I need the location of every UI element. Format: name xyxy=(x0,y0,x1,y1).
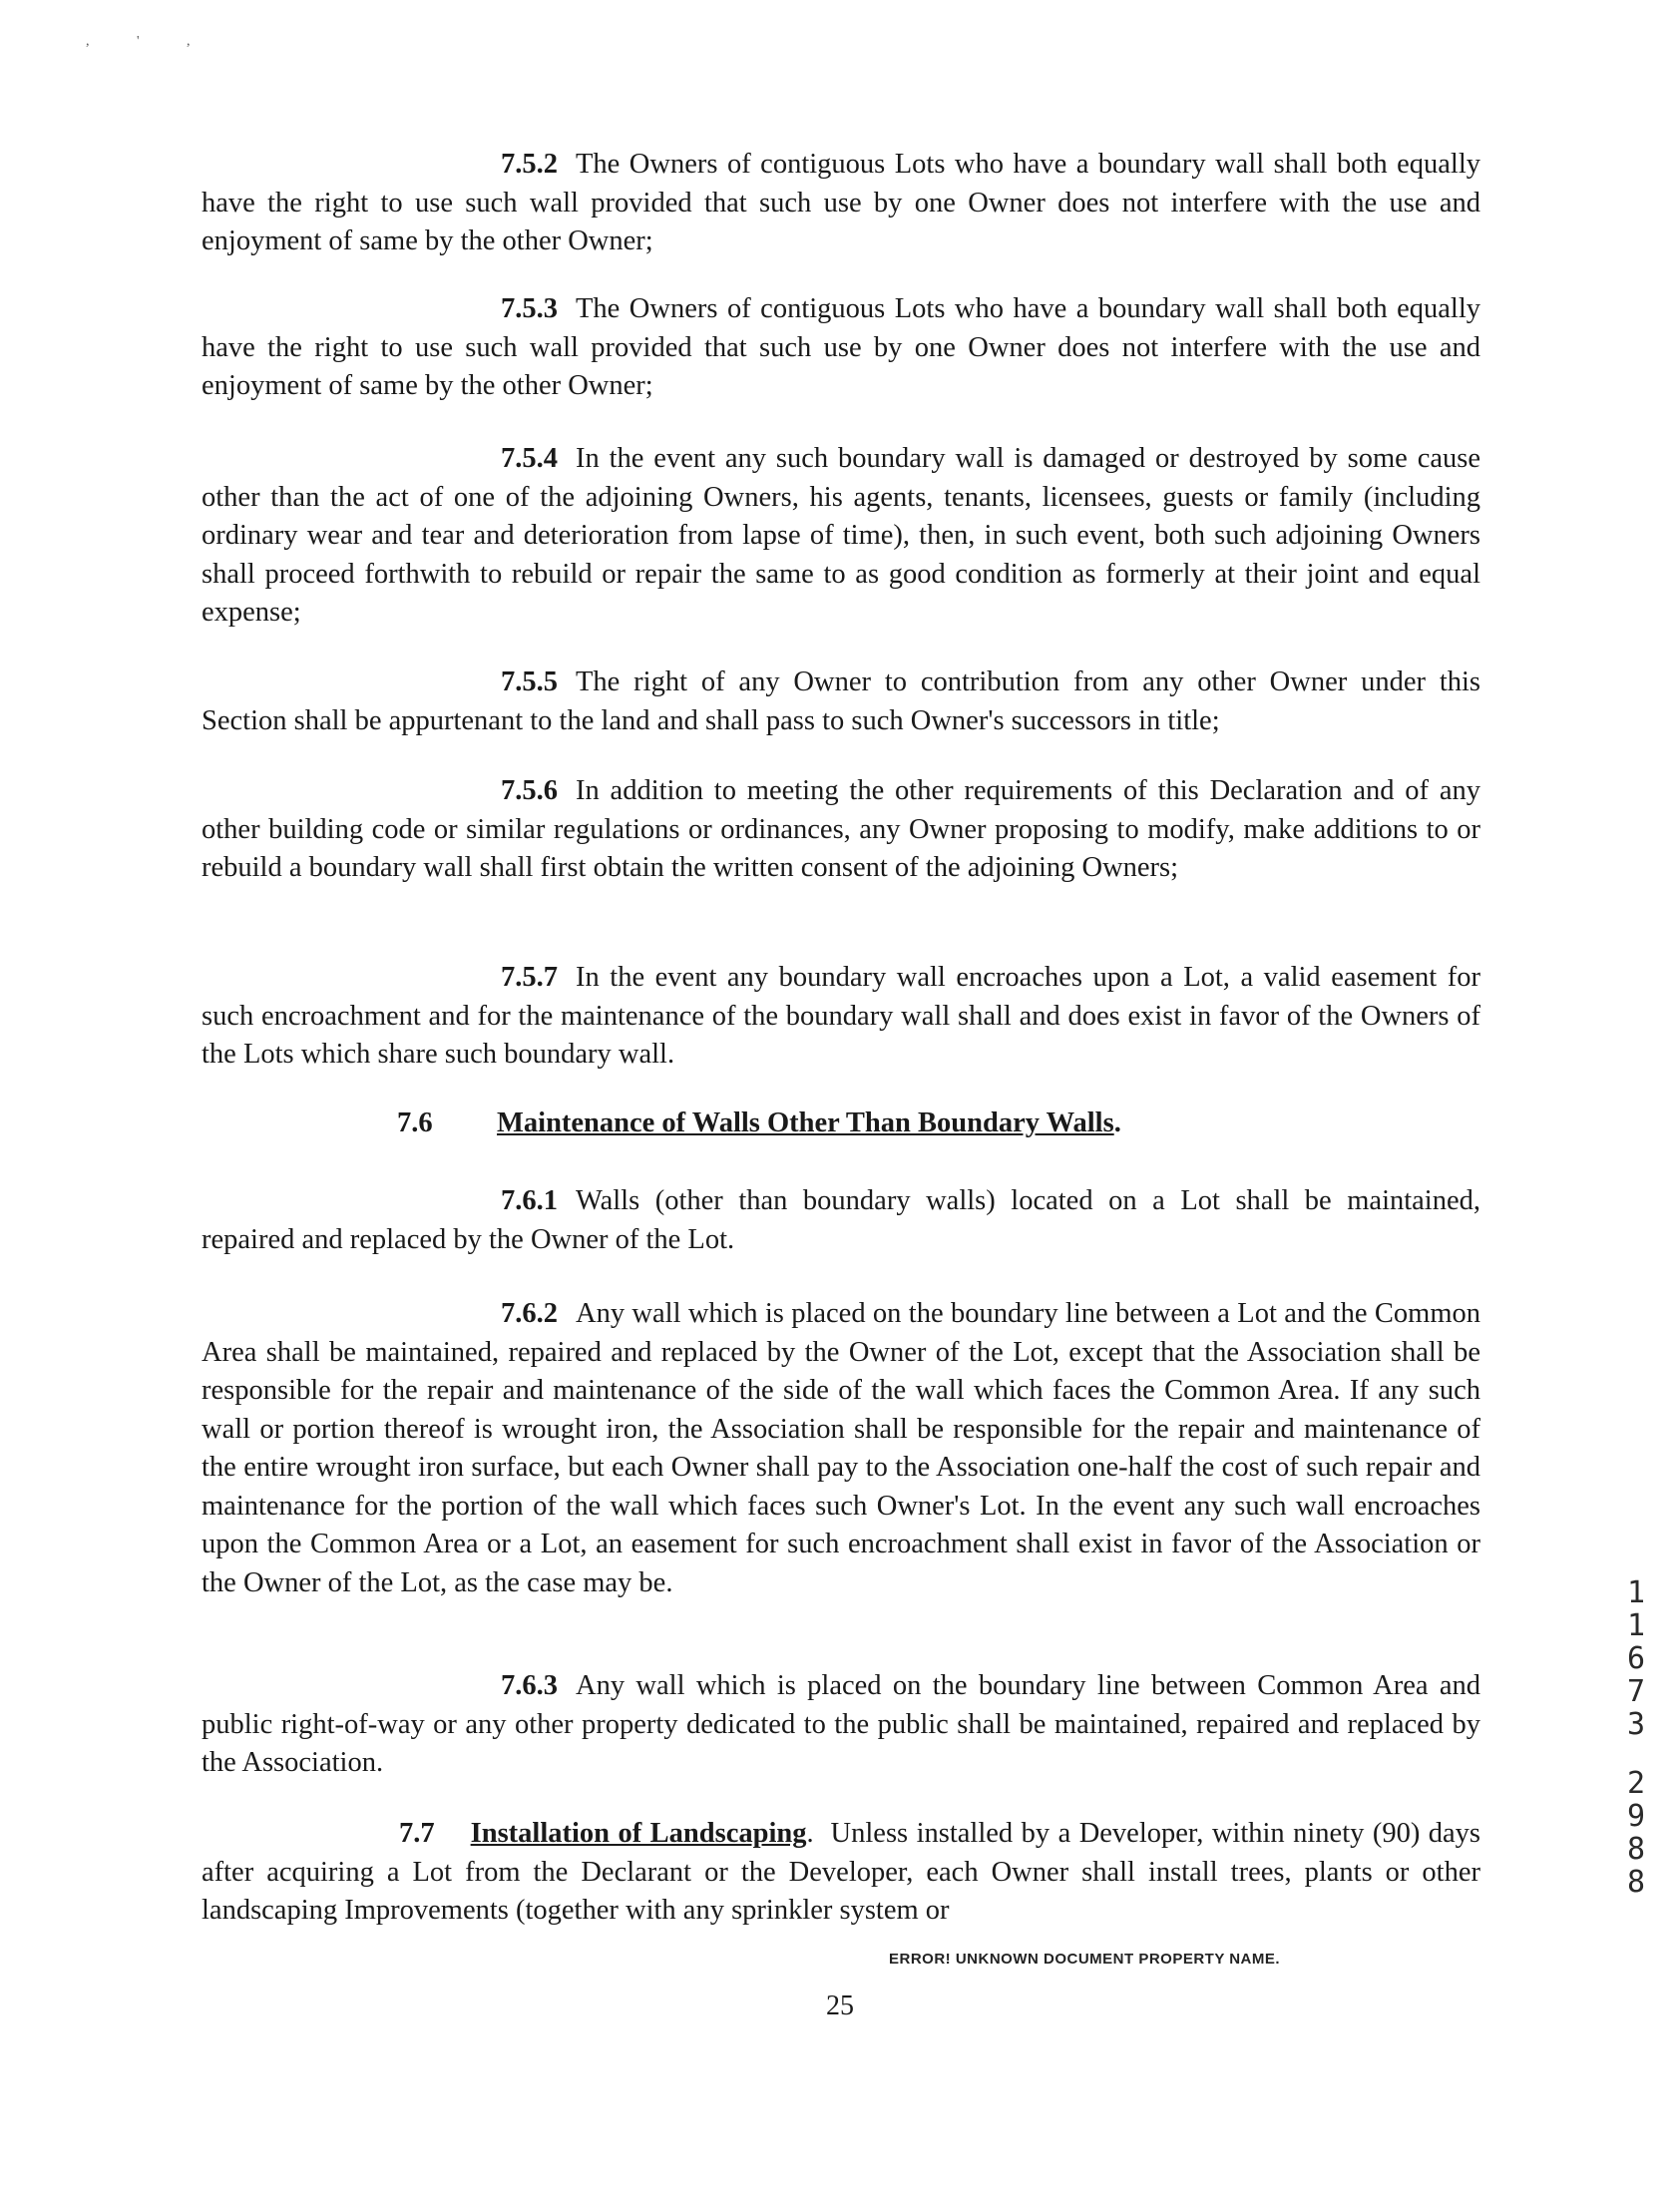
stamp-digit: 1 xyxy=(1626,1608,1646,1643)
section-text: Walls (other than boundary walls) located on a Lot shall be maintained, repaired and replaced by the Owner of the Lot. xyxy=(202,1185,1480,1255)
section-title: Installation of Landscaping xyxy=(470,1818,807,1849)
section-text: The right of any Owner to contribution from any other Owner under this Section shall be appurtenant to the land and shall pass to such Owner's successors in title; xyxy=(202,666,1480,736)
section-text: Unless installed by a Developer, within ninety (90) days after acquiring a Lot from the Declarant or the Developer, each Owner shall install trees, plants or other landscaping Improvements (together with any sprinkler system or xyxy=(202,1818,1481,1926)
heading-period: . xyxy=(1113,1107,1121,1138)
stamp-digit: 1 xyxy=(1626,1575,1646,1610)
section-number: 7.5.6 xyxy=(501,775,558,806)
page-number: 25 xyxy=(826,1990,854,2021)
section-text: In the event any boundary wall encroaches upon a Lot, a valid easement for such encroachment and for the maintenance of the boundary wall shall and does exist in favor of the Owners of the Lots which share such boundary wall. xyxy=(202,962,1480,1070)
section-number: 7.5.2 xyxy=(501,149,558,180)
section-number: 7.6.2 xyxy=(501,1298,558,1329)
heading-7-6 xyxy=(397,1107,1121,1139)
section-number: 7.5.7 xyxy=(501,962,558,993)
recording-stamp xyxy=(1618,1576,1654,1899)
paragraph-7-5-2 xyxy=(202,146,1480,261)
stamp-gap xyxy=(1618,1741,1654,1767)
stamp-digit: 7 xyxy=(1626,1674,1646,1709)
stamp-digit: 2 xyxy=(1626,1766,1646,1801)
section-number: 7.5.3 xyxy=(501,293,558,324)
section-number: 7.6.3 xyxy=(501,1670,558,1701)
paragraph-7-6-1 xyxy=(202,1182,1480,1259)
scan-marks: , ' , xyxy=(86,34,212,49)
paragraph-7-5-4 xyxy=(202,440,1480,633)
stamp-digit: 8 xyxy=(1626,1832,1646,1867)
stamp-digit: 3 xyxy=(1626,1707,1646,1742)
section-text: Any wall which is placed on the boundary line between Common Area and public right-of-way or any other property dedicated to the public shall be maintained, repaired and replaced by the Association. xyxy=(202,1670,1480,1778)
section-number: 7.5.5 xyxy=(501,666,558,697)
section-number: 7.7 xyxy=(399,1818,435,1849)
paragraph-7-7 xyxy=(202,1815,1480,1931)
section-text: In addition to meeting the other requirements of this Declaration and of any other building code or similar regulations or ordinances, any Owner proposing to modify, make additions to or rebuild a boundary wall shall first obtain the written consent of the adjoining Owners; xyxy=(202,775,1480,883)
paragraph-7-5-3 xyxy=(202,290,1480,406)
section-text: Any wall which is placed on the boundary line between a Lot and the Common Area shall be maintained, repaired and replaced by the Owner of the Lot, except that the Association shall be responsible for the repair and maintenance of the side of the wall which faces the Common Area. If any such wall or portion thereof is wrought iron, the Association shall be responsible for the repair and maintenance of the entire wrought iron surface, but each Owner shall pay to the Association one-half the cost of such repair and maintenance for the portion of the wall which faces such Owner's Lot. In the event any such wall encroaches upon the Common Area or a Lot, an easement for such encroachment shall exist in favor of the Association or the Owner of the Lot, as the case may be. xyxy=(202,1298,1480,1598)
section-number: 7.6.1 xyxy=(501,1185,558,1216)
heading-title: Maintenance of Walls Other Than Boundary Walls xyxy=(497,1107,1114,1138)
section-title-period: . xyxy=(806,1818,814,1849)
paragraph-7-5-6 xyxy=(202,772,1480,888)
stamp-digit: 8 xyxy=(1626,1865,1646,1900)
section-text: The Owners of contiguous Lots who have a boundary wall shall both equally have the right to use such wall provided that such use by one Owner does not interfere with the use and enjoyment of same by the other Owner; xyxy=(202,149,1480,256)
section-number: 7.5.4 xyxy=(501,443,558,474)
paragraph-7-6-3 xyxy=(202,1667,1480,1783)
paragraph-7-5-7 xyxy=(202,959,1480,1075)
section-text: In the event any such boundary wall is damaged or destroyed by some cause other than the act of one of the adjoining Owners, his agents, tenants, licensees, guests or family (including ordinary wear and tear and deterioration from lapse of time), then, in such event, both such adjoining Owners shall proceed forthwith to rebuild or repair the same to as good condition as formerly at their joint and equal expense; xyxy=(202,443,1480,628)
paragraph-7-5-5 xyxy=(202,663,1480,740)
section-text: The Owners of contiguous Lots who have a boundary wall shall both equally have the right to use such wall provided that such use by one Owner does not interfere with the use and enjoyment of same by the other Owner; xyxy=(202,293,1480,401)
paragraph-7-6-2 xyxy=(202,1295,1480,1602)
stamp-digit: 9 xyxy=(1626,1799,1646,1834)
footer-error-label: ERROR! UNKNOWN DOCUMENT PROPERTY NAME. xyxy=(889,1951,1281,1968)
heading-number: 7.6 xyxy=(397,1107,433,1138)
stamp-digit: 6 xyxy=(1626,1641,1646,1676)
